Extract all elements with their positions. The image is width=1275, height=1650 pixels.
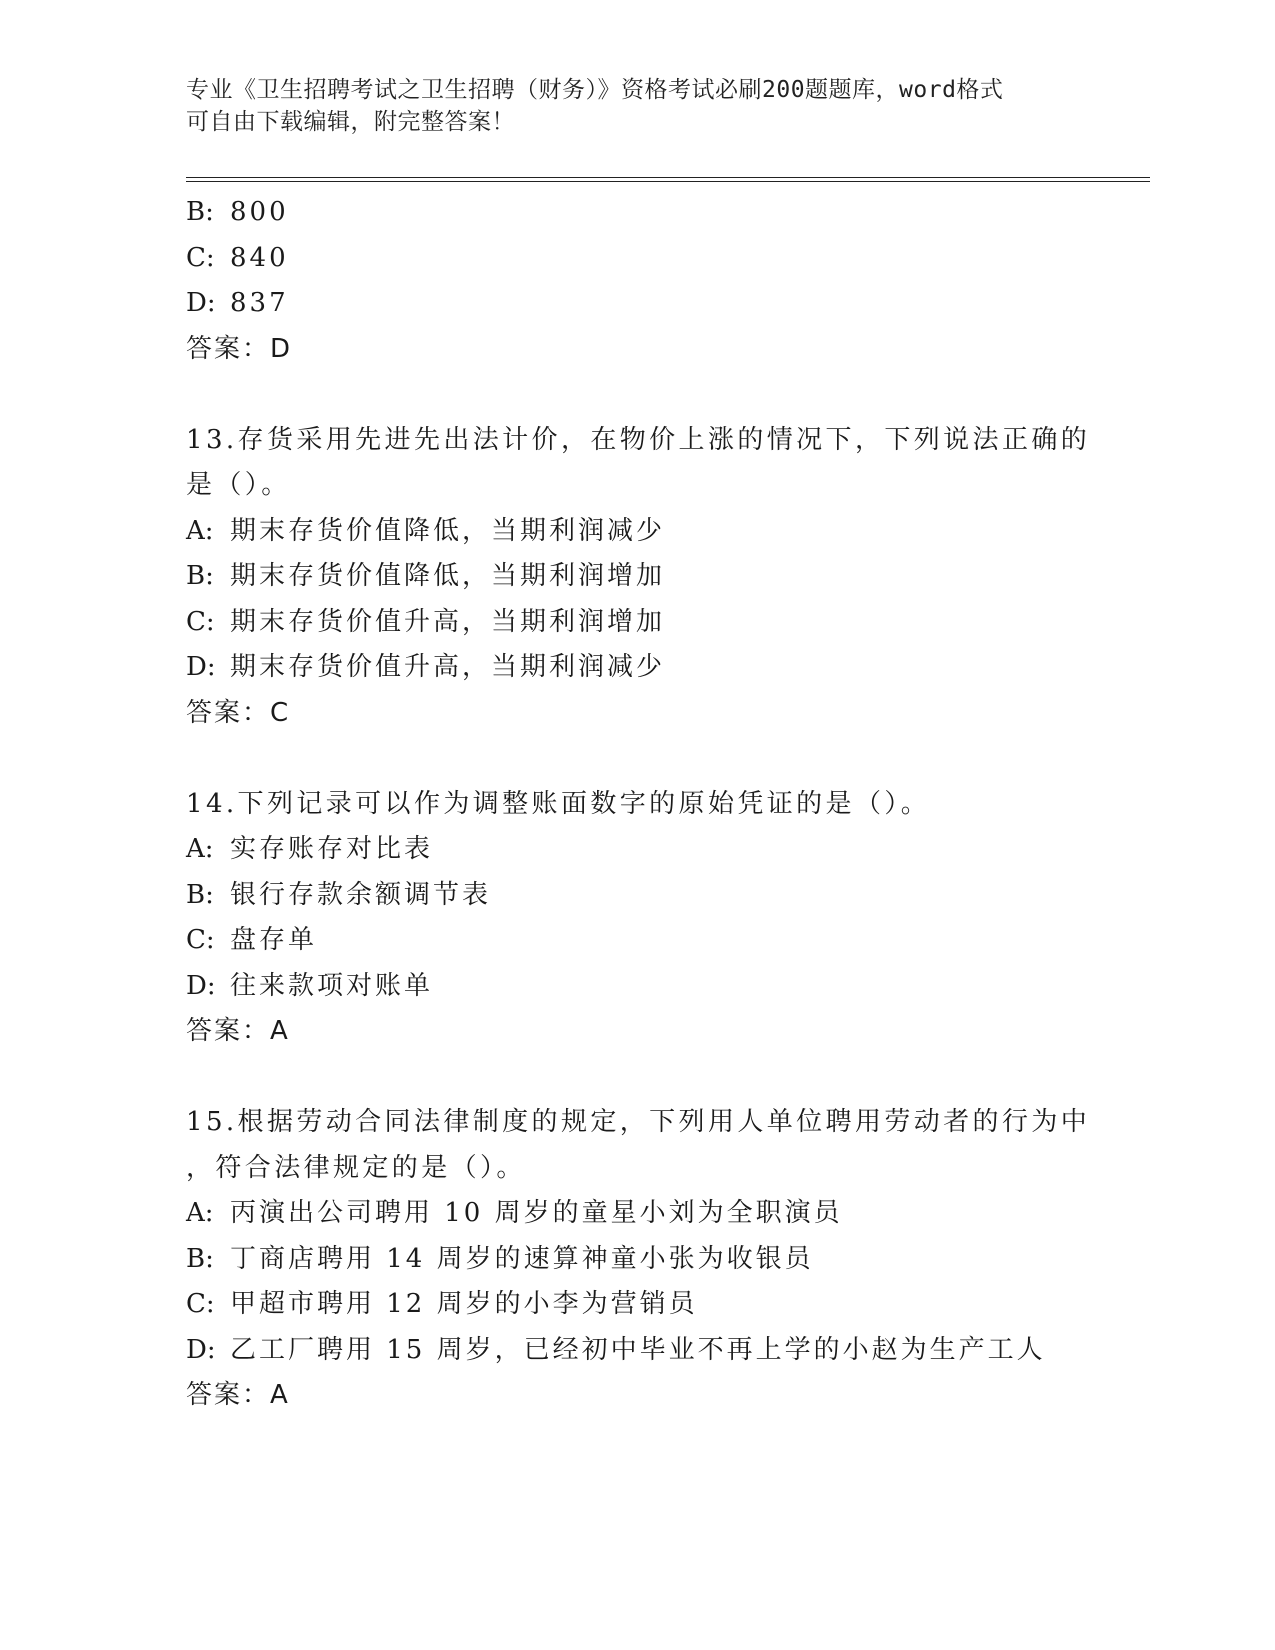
option-letter: B:	[186, 1243, 214, 1274]
option-text: 往来款项对账单	[230, 970, 434, 1001]
option-a	[186, 827, 1086, 873]
option-c	[186, 1282, 1086, 1328]
option-text: 乙工厂聘用 15 周岁，已经初中毕业不再上学的小赵为生产工人	[230, 1334, 1046, 1365]
answer-line: 答案：C	[186, 697, 291, 728]
header-divider-bottom	[186, 181, 1150, 182]
option-text: 银行存款余额调节表	[230, 879, 492, 910]
answer-line: 答案：A	[186, 1016, 290, 1046]
option-d	[186, 1328, 1086, 1374]
question-stem-line: 13.存货采用先进先出法计价，在物价上涨的情况下，下列说法正确的	[186, 424, 1091, 455]
question-stem-line: 是（）。	[186, 470, 291, 500]
question-15	[186, 1100, 1091, 1419]
option-letter: B:	[186, 879, 214, 910]
option-text: 甲超市聘用 12 周岁的小李为营销员	[230, 1289, 698, 1319]
spacer	[186, 1055, 1086, 1101]
option-d	[186, 964, 1086, 1010]
option-letter: A:	[186, 834, 214, 864]
option-letter: D:	[186, 970, 216, 1001]
option-c	[186, 918, 1086, 964]
header-line-1: 专业《卫生招聘考试之卫生招聘（财务）》资格考试必刷200题题库，word格式	[186, 77, 1004, 103]
option-text: 期末存货价值升高，当期利润增加	[230, 606, 666, 637]
question-list	[186, 190, 1091, 1419]
option-letter: C:	[186, 606, 215, 637]
option-letter: C:	[186, 925, 215, 955]
option-letter: C:	[186, 242, 215, 273]
option-text: 期末存货价值升高，当期利润减少	[230, 652, 666, 682]
option-b	[186, 873, 1086, 919]
option-b	[186, 1237, 1086, 1283]
spacer	[186, 372, 1086, 418]
option-text: 800	[230, 197, 289, 227]
option-d	[186, 645, 1086, 691]
option-letter: A:	[186, 1198, 214, 1228]
option-letter: B:	[186, 561, 214, 591]
document-header	[186, 74, 1066, 138]
option-b	[186, 554, 1086, 600]
header-line-2: 可自由下载编辑，附完整答案！	[186, 109, 515, 135]
option-d	[186, 281, 1086, 327]
option-text: 丙演出公司聘用 10 周岁的童星小刘为全职演员	[230, 1198, 843, 1228]
option-c	[186, 600, 1086, 646]
option-a	[186, 1191, 1086, 1237]
question-stem-line: 14.下列记录可以作为调整账面数字的原始凭证的是（）。	[186, 788, 931, 819]
question-13	[186, 418, 1091, 737]
option-text: 840	[230, 242, 289, 273]
answer-line: 答案：D	[186, 333, 293, 364]
question-14	[186, 782, 1086, 1055]
option-text: 丁商店聘用 14 周岁的速算神童小张为收银员	[230, 1243, 814, 1274]
option-letter: B:	[186, 197, 214, 227]
answer-line: 答案：A	[186, 1380, 290, 1410]
option-letter: A:	[186, 515, 214, 546]
option-c	[186, 236, 1086, 282]
option-text: 实存账存对比表	[230, 834, 434, 864]
option-a	[186, 509, 1086, 555]
option-text: 期末存货价值降低，当期利润增加	[230, 561, 666, 591]
question-continued	[186, 190, 1086, 372]
option-text: 盘存单	[230, 925, 318, 955]
option-b	[186, 190, 1086, 236]
spacer	[186, 736, 1086, 782]
option-letter: D:	[186, 652, 216, 682]
header-divider-top	[186, 177, 1150, 178]
option-text: 期末存货价值降低，当期利润减少	[230, 515, 666, 546]
option-letter: D:	[186, 1334, 216, 1365]
question-stem-line: 15.根据劳动合同法律制度的规定，下列用人单位聘用劳动者的行为中	[186, 1107, 1091, 1137]
option-letter: D:	[186, 288, 216, 318]
option-text: 837	[230, 288, 289, 318]
option-letter: C:	[186, 1289, 215, 1319]
question-stem-line: ，符合法律规定的是（）。	[186, 1152, 526, 1183]
